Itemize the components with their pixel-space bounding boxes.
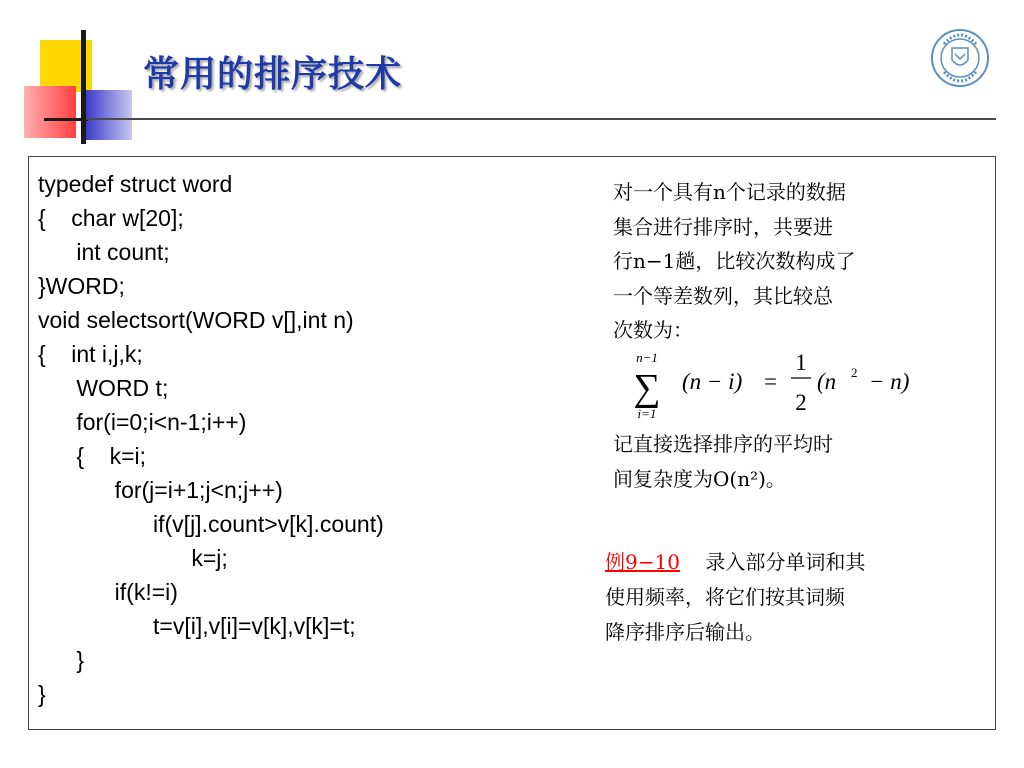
code-line: WORD t;	[38, 375, 169, 401]
rhs-exponent: 2	[851, 365, 858, 380]
example-text	[605, 545, 955, 650]
code-line: }	[38, 647, 85, 673]
code-line: }	[38, 681, 46, 707]
decor-short-rule	[44, 118, 88, 121]
fraction-numerator: 1	[795, 350, 807, 375]
comparison-sum-formula	[618, 344, 938, 422]
code-line: void selectsort(WORD v[],int n)	[38, 307, 354, 333]
description-line: 对一个具有n个记录的数据	[613, 180, 846, 204]
rhs-open: (n	[817, 369, 837, 394]
complexity-line: 间复杂度为O(n²)。	[613, 466, 786, 491]
decor-red-square	[24, 86, 76, 138]
title-underline	[86, 118, 996, 120]
description-line: 次数为：	[613, 318, 693, 342]
sigma-symbol: ∑	[633, 367, 661, 409]
decor-vertical-bar	[81, 30, 86, 144]
code-line: for(i=0;i<n-1;i++)	[38, 409, 247, 435]
example-line: 降序排序后输出。	[605, 620, 765, 644]
code-line: t=v[i],v[i]=v[k],v[k]=t;	[38, 613, 356, 639]
description-line: 集合进行排序时，共要进	[613, 214, 833, 239]
university-seal-icon	[930, 14, 990, 94]
code-line: { k=i;	[38, 443, 147, 469]
sum-lower-limit: i=1	[637, 406, 657, 421]
description-line: 一个等差数列，其比较总	[613, 283, 833, 308]
code-line: k=j;	[38, 545, 228, 571]
example-first-line	[605, 545, 955, 580]
code-line: if(v[j].count>v[k].count)	[38, 511, 384, 537]
code-line: for(j=i+1;j<n;j++)	[38, 477, 283, 503]
code-line: }WORD;	[38, 273, 125, 299]
decor-blue-square	[82, 90, 132, 140]
complexity-line: 记直接选择排序的平均时	[613, 432, 833, 456]
code-line: if(k!=i)	[38, 579, 178, 605]
example-first-text: 录入部分单词和其	[679, 550, 866, 574]
description-line: 行n−1趟，比较次数构成了	[613, 249, 856, 273]
fraction-denominator: 2	[795, 390, 807, 415]
complexity-text	[613, 427, 953, 496]
slide-title: 常用的排序技术	[143, 54, 403, 95]
example-link[interactable]: 例9−10	[605, 550, 680, 574]
code-line: typedef struct word	[38, 171, 233, 197]
summand: (n − i)	[682, 369, 743, 394]
example-line: 使用频率，将它们按其词频	[605, 585, 845, 609]
code-line: { char w[20];	[38, 205, 184, 231]
code-block	[38, 167, 384, 711]
code-line: int count;	[38, 239, 170, 265]
sum-upper-limit: n−1	[636, 350, 658, 365]
equals-sign: =	[764, 369, 777, 394]
rhs-close: − n)	[869, 369, 910, 394]
code-line: { int i,j,k;	[38, 341, 143, 367]
description-text	[613, 175, 953, 348]
